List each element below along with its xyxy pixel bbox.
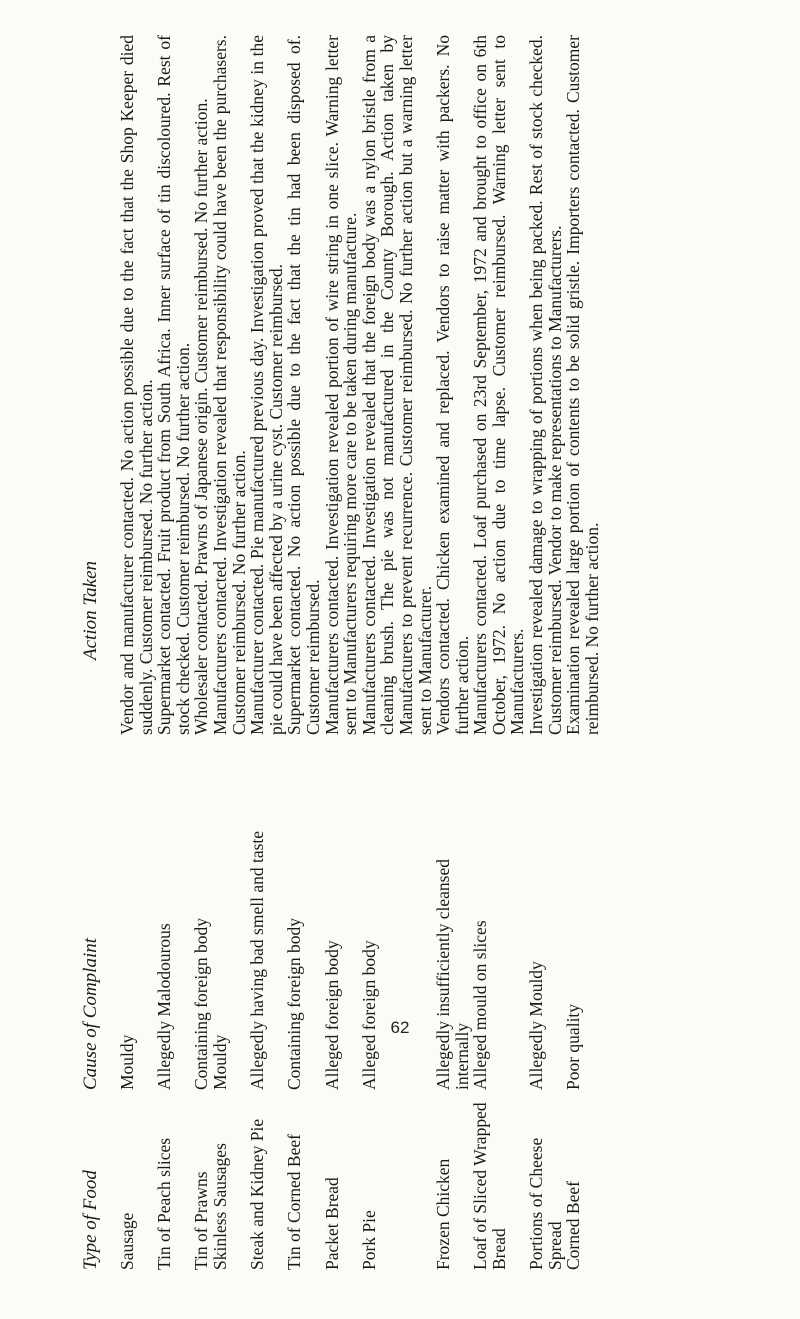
food-type-cell: Pork Pie xyxy=(358,1210,379,1270)
action-cell: Vendor and manufacturer contacted. No action possible due to the fact that the Shop Keeper died suddenly. Customer reimbursed. No further action. xyxy=(117,35,156,735)
action-cell: Supermarket contacted. Fruit product from South Africa. Inner surface of tin discoloured. Rest of stock checked. Customer reimbursed. No further action. xyxy=(154,35,193,735)
cause-cell: Alleged foreign body xyxy=(358,940,379,1090)
cause-cell: Mouldy xyxy=(209,1034,230,1090)
action-cell: Investigation revealed damage to wrapping of portions when being packed. Rest of stock checked. Customer reimbursed. Vendor to make representations to Manufacturers. xyxy=(526,35,565,735)
food-type-cell: Tin of Peach slices xyxy=(154,1137,175,1270)
food-type-cell: Loaf of Sliced Wrapped Bread xyxy=(470,1102,509,1270)
food-type-cell: Packet Bread xyxy=(321,1177,342,1270)
action-cell: Wholesaler contacted. Prawns of Japanese origin. Customer reimbursed. No further action. xyxy=(191,98,212,735)
food-type-cell: Frozen Chicken xyxy=(433,1158,454,1270)
table-row xyxy=(285,20,322,1270)
table-row xyxy=(248,20,285,1270)
cause-cell: Allegedly Mouldy xyxy=(526,961,547,1090)
food-type-cell: Tin of Prawns xyxy=(191,1171,212,1270)
food-type-cell: Corned Beef xyxy=(563,1181,584,1270)
table-row xyxy=(434,20,471,1270)
cause-cell: Mouldy xyxy=(117,1034,137,1090)
action-cell: Examination revealed large portion of contents to be solid gristle. Importers contacted. Customer reimbursed. No further action. xyxy=(563,35,602,735)
cause-cell: Containing foreign body xyxy=(191,917,212,1090)
action-cell: Manufacturers contacted. Investigation revealed that responsibility could have been the purchasers. Customer reimbursed. No further action. xyxy=(209,35,249,735)
table-row xyxy=(211,20,248,1270)
header-cause-of-complaint: Cause of Complaint xyxy=(80,937,101,1090)
header-type-of-food: Type of Food xyxy=(80,1170,101,1270)
food-type-cell: Skinless Sausages xyxy=(209,1143,230,1270)
action-cell: Manufacturers contacted. Investigation revealed that the foreign body was a nylon bristle from a cleaning brush. The pie was not manufactured in the County Borough. Action taken by Manufacturers to prevent recurrence. Customer reimbursed. No further action but a warning letter sent to Manufacturer. xyxy=(358,35,435,735)
action-cell: Manufacturers contacted. Loaf purchased on 23rd September, 1972 and brought to office on 6th October, 1972. No action due to time lapse. Customer reimbursed. Warning letter sent to Manufacturers. xyxy=(470,35,528,735)
action-cell: Vendors contacted. Chicken examined and replaced. Vendors to raise matter with packers. No further action. xyxy=(433,35,472,735)
food-type-cell: Tin of Corned Beef xyxy=(284,1134,305,1270)
table-row xyxy=(564,20,601,1270)
table-row xyxy=(471,20,527,1270)
food-type-cell: Portions of Cheese Spread xyxy=(526,1137,565,1270)
table-row xyxy=(118,20,155,1270)
action-cell: Supermarket contacted. No action possible due to the fact that the tin had been disposed of. Customer reimbursed. xyxy=(284,35,323,735)
cause-cell: Poor quality xyxy=(563,1003,584,1090)
table-row xyxy=(360,20,434,1270)
cause-cell: Containing foreign body xyxy=(284,917,305,1090)
cause-cell: Allegedly insufficiently cleansed internally xyxy=(433,859,472,1090)
food-type-cell: Steak and Kidney Pie xyxy=(247,1118,268,1270)
cause-cell: Alleged mould on slices xyxy=(470,920,491,1090)
cause-cell: Allegedly Malodourous xyxy=(154,923,175,1090)
header-action-taken: Action Taken xyxy=(80,560,101,660)
action-cell: Manufacturers contacted. Investigation revealed portion of wire string in one slice. Warning letter sent to Manufacturers requiring more care to be taken during manufacture. xyxy=(321,35,361,735)
cause-cell: Allegedly having bad smell and taste xyxy=(247,830,268,1090)
action-cell: Manufacturer contacted. Pie manufactured previous day. Investigation proved that the kidney in the pie could have been affected by a urine cyst. Customer reimbursed. xyxy=(247,35,286,735)
food-type-cell: Sausage xyxy=(117,1212,137,1270)
table-row xyxy=(155,20,192,1270)
table-row xyxy=(527,20,564,1270)
page-number: 62 xyxy=(390,1018,410,1037)
cause-cell: Alleged foreign body xyxy=(321,940,342,1090)
table-row xyxy=(192,20,211,1270)
table-row xyxy=(323,20,360,1270)
table-body xyxy=(118,20,601,1270)
complaints-table xyxy=(80,20,720,1270)
